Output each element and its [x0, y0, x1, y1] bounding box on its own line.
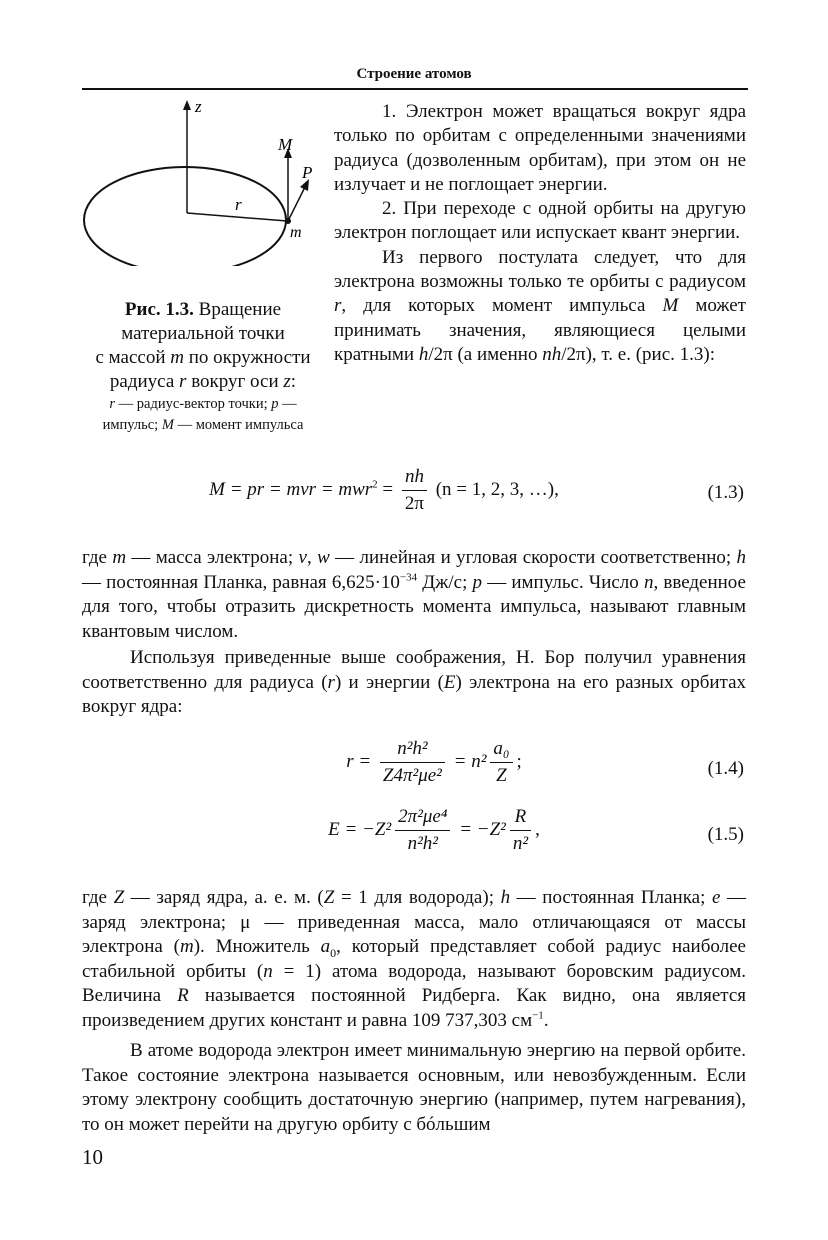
- postulate-1: 1. Электрон может вращаться вокруг ядра только по орбитам с определенными значениями радиуса (дозволенным орбитам), при этом он не излучает и не поглощает энергии.: [334, 101, 746, 195]
- radius-vector: [187, 213, 287, 221]
- figure-orbit-diagram: [82, 96, 322, 266]
- equation-1-3: M = pr = mvr = mwr$^2$ = $\frac{nh}{2\pi}$ (n = 1, 2, 3, …), (1.3): [209, 466, 744, 514]
- equation-number: (1.4): [707, 758, 744, 779]
- equation-number: (1.5): [707, 824, 744, 845]
- caption-number: Рис. 1.3.: [124, 299, 194, 320]
- label-z: z: [195, 97, 202, 116]
- postulate-2: 2. При переходе с одной орбиты на другую электрон поглощает или испускает квант энергии.: [334, 198, 746, 244]
- label-P: P: [302, 163, 313, 182]
- postulate-consequence: Из первого постулата следует, что для электрона возможны только те орбиты с радиусом r, для которых момент импульса M может принимать значения, являющиеся целыми кратными h/2π (а именно nh/2π), т. е. (рис. 1.3):: [334, 246, 746, 365]
- label-M: M: [278, 135, 293, 154]
- header-rule: [82, 88, 748, 90]
- momentum-vector: [288, 185, 306, 221]
- equation-1-5: E = −Z² $\frac{\text{2π²μe⁴}}{\text{n²h²}}$ = −Z² $\frac{R}{\text{n²}}$ , (1.5): [328, 806, 744, 854]
- equation-number: (1.3): [707, 482, 744, 503]
- orbit-ellipse: [84, 167, 286, 266]
- paragraph-constants: где Z — заряд ядра, а. е. м. (Z = 1 для водорода); h — постоянная Планка; e — заряд электрона; μ — приведенная масса, мало отличающаяся от массы электрона (m). Множитель $a_0$, который представляет собой радиус наиболее стабильной орбиты (n = 1) атома водорода, называют боровским радиусом. Величина R называется постоянной Ридберга. Как видно, она является произведением других констант и равна 109 737,303 $см^{-1}$. В атоме водорода электрон имеет минимальную энергию на первой орбите. Такое состояние электрона называется основным, или невозбужденным. Если этому электрону сообщить достаточную энергию (например, путем нагревания), то он может перейти на другую орбиту с бóльшим: [82, 886, 746, 1137]
- paragraph-ground-state: В атоме водорода электрон имеет минимальную энергию на первой орбите. Такое состояние электрона называется основным, или невозбужденным. Если этому электрону сообщить достаточную энергию (например, путем нагревания), то он может перейти на другую орбиту с бóльшим: [82, 1040, 746, 1135]
- paragraph-definitions: где m — масса электрона; v, w — линейная и угловая скорости соответственно; h — постоянная Планка, равная $6,625\cdot 10^{-34}$ Дж/с; p — импульс. Число n, введенное для того, чтобы отразить дискретность момента импульса, называют главным квантовым числом. Используя приведенные выше соображения, Н. Бор получил уравнения соответственно для радиуса (r) и энергии (E) электрона на его разных орбитах вокруг ядра:: [82, 547, 747, 717]
- figure-caption: Рис. 1.3. Вращение материальной точки с массой m по окружности радиуса r вокруг оси z: r — радиус-вектор точки; p — импульс; M — момент импульса: [95, 299, 311, 433]
- label-m: m: [290, 224, 302, 241]
- equation-1-4: r = $\frac{\text{n²h²}}{\text{Z4π²μe²}}$ = n² $\frac{\text{a₀}}{Z}$ ; (1.4): [346, 738, 744, 786]
- running-header: Строение атомов: [356, 66, 472, 82]
- page-number: 10: [82, 1145, 103, 1169]
- z-axis-arrowhead: [183, 100, 191, 110]
- right-column-text: [334, 100, 746, 367]
- label-r: r: [235, 195, 242, 214]
